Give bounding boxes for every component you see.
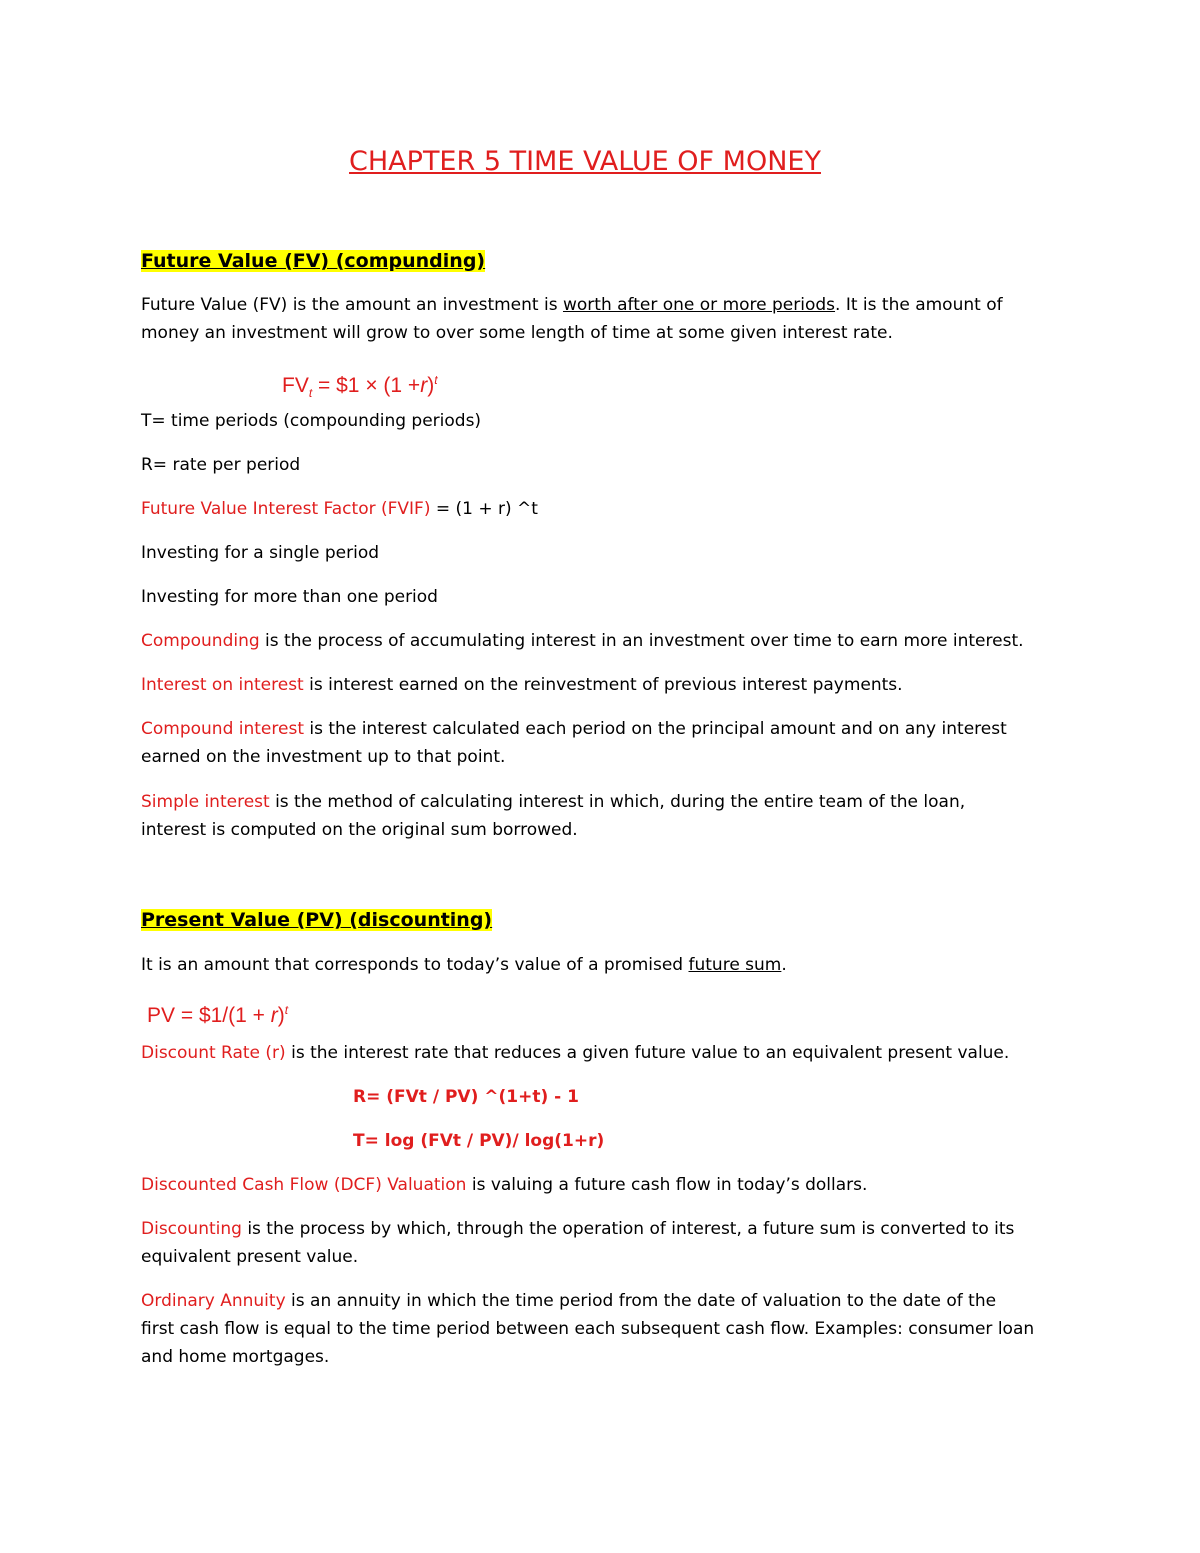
r-definition: R= rate per period: [141, 455, 301, 475]
fv-formula-sub: t: [308, 386, 313, 401]
compound-interest-line2: earned on the investment up to that point.: [141, 747, 506, 767]
pv-formula: [147, 993, 1077, 1033]
fvif-rest: = (1 + r) ^t: [430, 499, 538, 519]
pv-def-underlined: future sum: [688, 955, 782, 975]
discounting-term: Discounting: [141, 1219, 242, 1239]
compounding-term: Compounding: [141, 631, 260, 651]
fvif-term: Future Value Interest Factor (FVIF): [141, 499, 431, 519]
fv-def-text-a: Future Value (FV) is the amount an investment is: [141, 295, 563, 315]
r-formula: R= (FVt / PV) ^(1+t) - 1: [353, 1087, 579, 1107]
compounding-line: [141, 627, 1071, 655]
si-term: Simple interest: [141, 792, 270, 812]
fv-def-underlined: worth after one or more periods: [562, 295, 836, 315]
chapter-title: CHAPTER 5 TIME VALUE OF MONEY: [349, 146, 821, 177]
single-period-line: Investing for a single period: [141, 543, 380, 563]
compounding-rest: is the process of accumulating interest in an investment over time to earn more interest.: [259, 631, 1024, 651]
dr-rest: is the interest rate that reduces a given future value to an equivalent present value.: [285, 1043, 1010, 1063]
ioi-rest: is interest earned on the reinvestment of previous interest payments.: [303, 675, 903, 695]
dcf-line: [141, 1171, 1071, 1199]
pv-def-text-b: .: [781, 955, 787, 975]
discounting-line2: equivalent present value.: [141, 1247, 359, 1267]
oa-term: Ordinary Annuity: [141, 1291, 286, 1311]
fv-formula-close: ): [427, 374, 435, 397]
oa-rest: is an annuity in which the time period from the date of valuation to the date of the: [285, 1291, 997, 1311]
ordinary-annuity-line2: first cash flow is equal to the time period between each subsequent cash flow. Examples: consumer loan: [141, 1319, 1035, 1339]
dcf-term: Discounted Cash Flow (DCF) Valuation: [141, 1175, 467, 1195]
discounting-rest: is the process by which, through the operation of interest, a future sum is converted to its: [241, 1219, 1015, 1239]
pv-def-text-a: It is an amount that corresponds to today’s value of a promised: [141, 955, 689, 975]
pv-formula-r: r: [270, 1004, 278, 1027]
fv-heading: [141, 247, 1071, 275]
interest-on-interest-line: [141, 671, 1071, 699]
ordinary-annuity-line3: and home mortgages.: [141, 1347, 330, 1367]
discount-rate-line: [141, 1039, 1071, 1067]
fv-formula-sup: t: [434, 373, 438, 387]
simple-interest-line2: interest is computed on the original sum borrowed.: [141, 820, 578, 840]
dr-term: Discount Rate (r): [141, 1043, 286, 1063]
fv-definition-line1: [141, 291, 1071, 319]
ci-term: Compound interest: [141, 719, 304, 739]
simple-interest-line1: [141, 788, 1071, 816]
fv-formula-r: r: [420, 374, 428, 397]
pv-formula-sup: t: [284, 1003, 289, 1017]
fv-formula-mid: = $1 × (1 +: [312, 374, 421, 397]
fv-def-text-b: . It is the amount of: [835, 295, 1003, 315]
ioi-term: Interest on interest: [141, 675, 304, 695]
fvif-line: [141, 495, 1071, 523]
pv-formula-close: ): [277, 1004, 285, 1027]
t-formula: T= log (FVt / PV)/ log(1+r): [353, 1131, 605, 1151]
ci-rest: is the interest calculated each period on the principal amount and on any interest: [304, 719, 1007, 739]
t-definition: T= time periods (compounding periods): [141, 411, 482, 431]
discounting-line1: [141, 1215, 1071, 1243]
fv-formula-fv: FV: [282, 374, 309, 397]
pv-definition: [141, 951, 1071, 979]
pv-formula-main: PV = $1/(1 +: [147, 1004, 271, 1027]
fv-formula: [282, 363, 1200, 410]
dcf-rest: is valuing a future cash flow in today’s dollars.: [466, 1175, 868, 1195]
fv-definition-line2: money an investment will grow to over some length of time at some given interest rate.: [141, 323, 893, 343]
pv-heading-text: Present Value (PV) (discounting): [141, 909, 493, 931]
compound-interest-line1: [141, 715, 1071, 743]
ordinary-annuity-line1: [141, 1287, 1071, 1315]
multi-period-line: Investing for more than one period: [141, 587, 438, 607]
si-rest: is the method of calculating interest in which, during the entire team of the loan,: [269, 792, 966, 812]
fv-heading-text: Future Value (FV) (compunding): [141, 250, 486, 272]
pv-heading: [141, 906, 1071, 934]
